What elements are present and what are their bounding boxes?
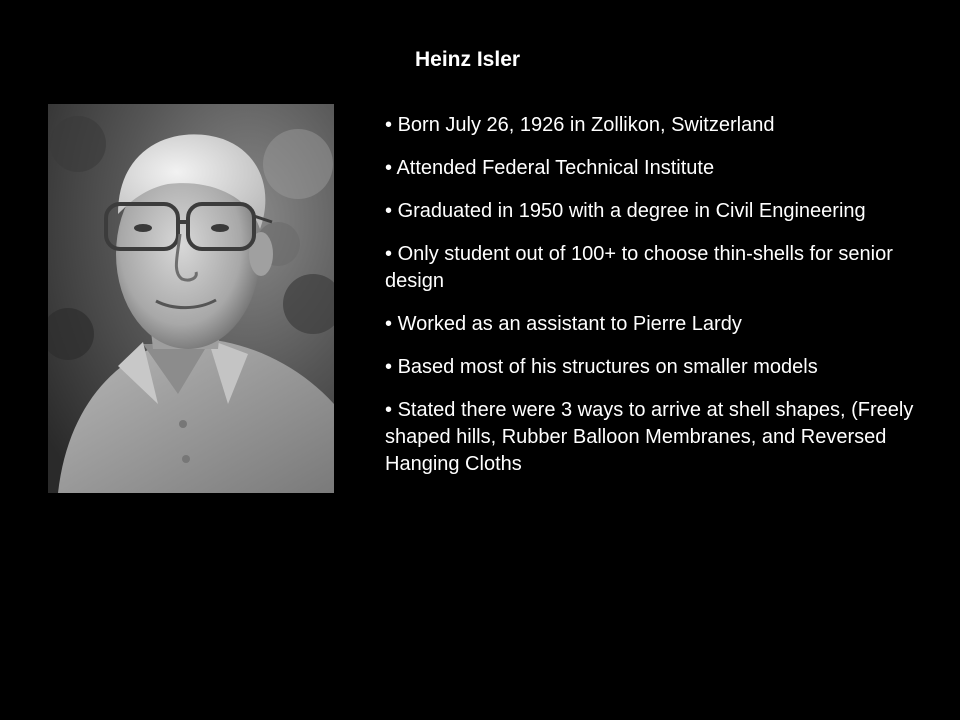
bullet-text-assistant: Worked as an assistant to Pierre Lardy xyxy=(397,313,742,335)
bullet-marker: • xyxy=(385,313,393,335)
bullet-item xyxy=(385,311,930,338)
bullet-text-education: Attended Federal Technical Institute xyxy=(396,157,715,179)
bullet-marker: • xyxy=(385,356,393,378)
slide-title: Heinz Isler xyxy=(415,48,521,71)
bullet-text-birth: Born July 26, 1926 in Zollikon, Switzerland xyxy=(397,114,775,136)
bullet-text-thin-shells: Only student out of 100+ to choose thin-shells for senior design xyxy=(385,243,893,292)
bullet-item xyxy=(385,198,930,225)
bullet-marker: • xyxy=(385,114,393,136)
bullet-text-models: Based most of his structures on smaller models xyxy=(397,356,818,378)
bullet-item xyxy=(385,112,930,139)
portrait-photo xyxy=(48,104,334,493)
bullet-marker: • xyxy=(385,399,393,421)
bullet-text-graduation: Graduated in 1950 with a degree in Civil Engineering xyxy=(397,200,866,222)
bullet-item xyxy=(385,155,930,182)
bullet-list xyxy=(385,112,930,478)
bullet-marker: • xyxy=(385,243,393,265)
bullet-text-shell-shapes: Stated there were 3 ways to arrive at shell shapes, (Freely shaped hills, Rubber Balloon Membranes, and Reversed Hanging Cloths xyxy=(385,399,914,475)
bullet-marker: • xyxy=(385,157,393,179)
bullet-item xyxy=(385,241,930,295)
bullet-item xyxy=(385,397,930,478)
bullet-marker: • xyxy=(385,200,393,222)
bullet-item xyxy=(385,354,930,381)
